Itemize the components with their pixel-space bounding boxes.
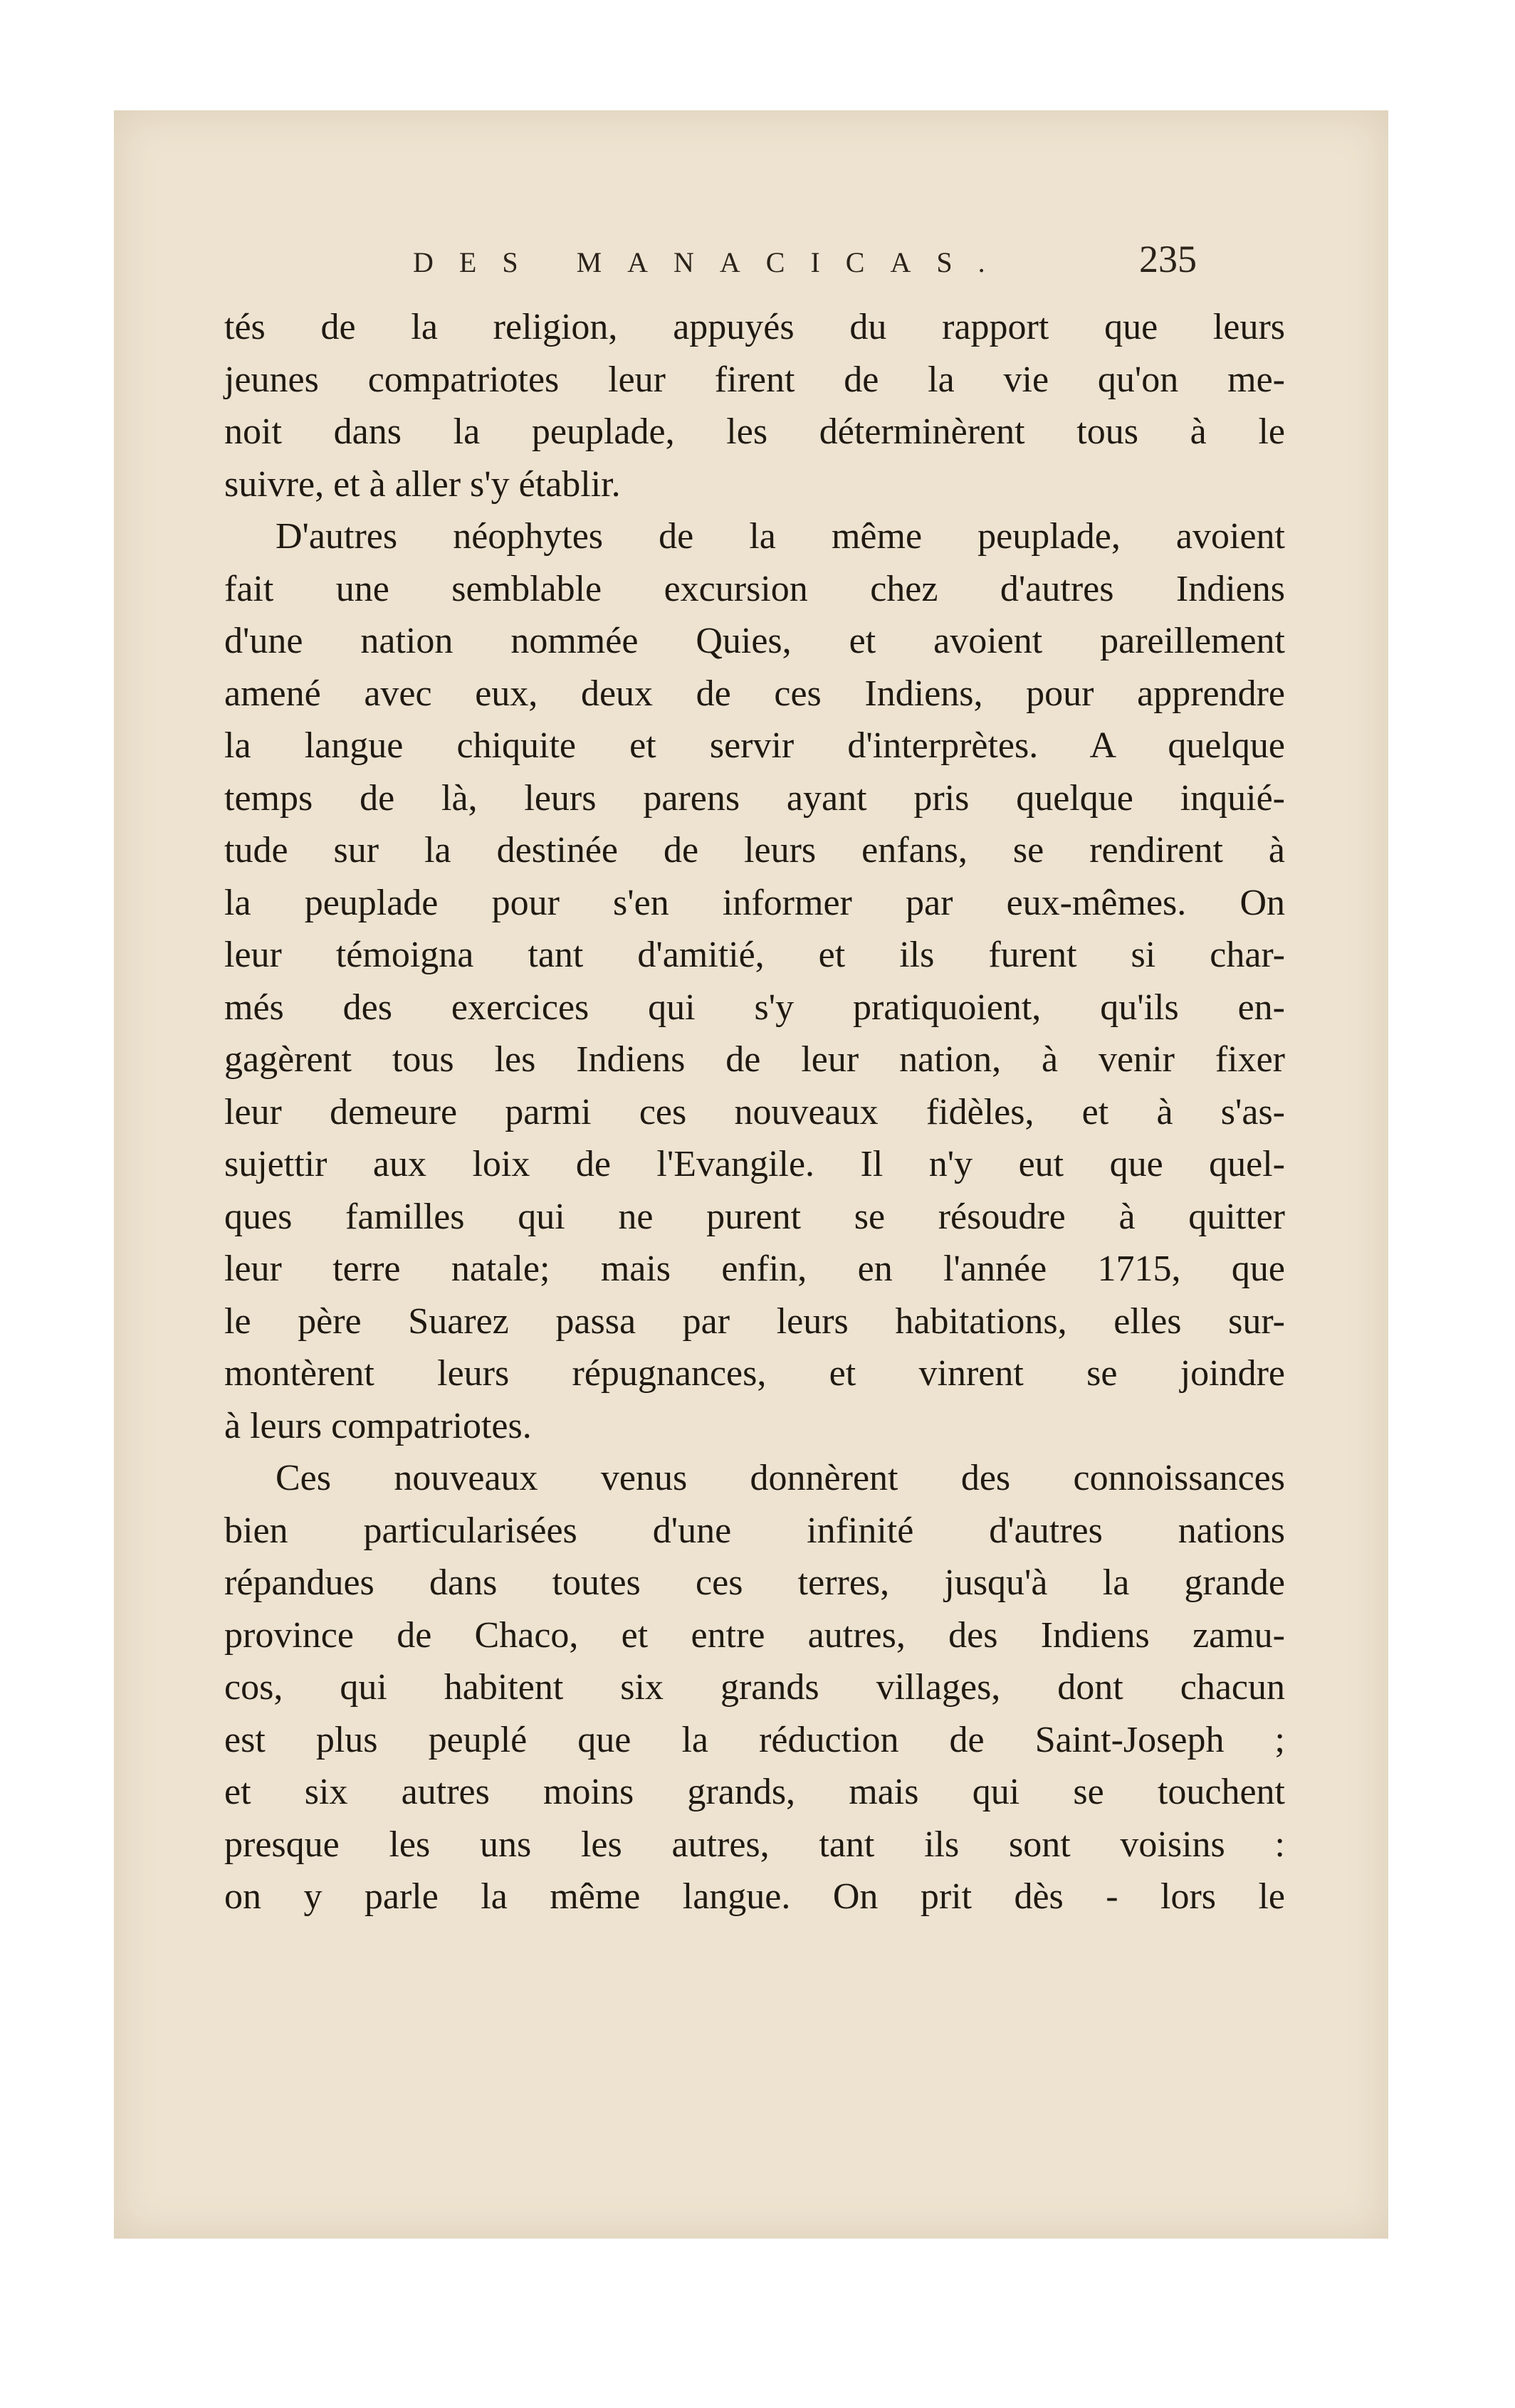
text-line: tude sur la destinée de leurs enfans, se rendirent à: [224, 830, 1285, 871]
text-line: est plus peuplé que la réduction de Saint-Joseph ;: [224, 1719, 1285, 1760]
text-line: temps de là, leurs parens ayant pris quelque inquié-: [224, 777, 1285, 819]
text-line: leur demeure parmi ces nouveaux fidèles, et à s'as-: [224, 1091, 1285, 1132]
text-line: gagèrent tous les Indiens de leur nation, à venir fixer: [224, 1039, 1285, 1080]
text-line: més des exercices qui s'y pratiquoient, qu'ils en-: [224, 987, 1285, 1028]
text-line: on y parle la même langue. On prit dès - lors le: [224, 1876, 1285, 1917]
body-text: [224, 301, 1285, 1923]
book-page: [114, 110, 1388, 2239]
text-line: ques familles qui ne purent se résoudre à quitter: [224, 1196, 1285, 1237]
page-number: 235: [1139, 238, 1197, 280]
text-line: sujettir aux loix de l'Evangile. Il n'y eut que quel-: [224, 1144, 1285, 1184]
text-line: presque les uns les autres, tant ils sont voisins :: [224, 1824, 1285, 1865]
text-line: tés de la religion, appuyés du rapport que leurs: [224, 307, 1285, 347]
text-line: jeunes compatriotes leur firent de la vie qu'on me-: [224, 359, 1285, 400]
text-line: d'une nation nommée Quies, et avoient pareillement: [224, 621, 1285, 661]
text-line: D'autres néophytes de la même peuplade, avoient: [276, 516, 1285, 557]
text-line: et six autres moins grands, mais qui se touchent: [224, 1772, 1285, 1812]
text-line: amené avec eux, deux de ces Indiens, pour apprendre: [224, 673, 1285, 714]
text-line: cos, qui habitent six grands villages, dont chacun: [224, 1667, 1285, 1708]
text-line: suivre, et à aller s'y établir.: [224, 463, 621, 505]
text-line: à leurs compatriotes.: [224, 1405, 532, 1446]
text-line: Ces nouveaux venus donnèrent des connoissances: [276, 1458, 1285, 1498]
text-line: bien particularisées d'une infinité d'autres nations: [224, 1510, 1285, 1551]
text-line: la peuplade pour s'en informer par eux-mêmes. On: [224, 882, 1285, 923]
text-line: montèrent leurs répugnances, et vinrent se joindre: [224, 1353, 1285, 1394]
text-line: leur témoigna tant d'amitié, et ils furent si char-: [224, 935, 1285, 975]
text-line: la langue chiquite et servir d'interprètes. A quelque: [224, 725, 1285, 766]
text-line: répandues dans toutes ces terres, jusqu'à la grande: [224, 1562, 1285, 1603]
text-line: leur terre natale; mais enfin, en l'année 1715, que: [224, 1248, 1285, 1289]
text-line: noit dans la peuplade, les déterminèrent tous à le: [224, 411, 1285, 452]
text-line: fait une semblable excursion chez d'autres Indiens: [224, 568, 1285, 609]
text-line: le père Suarez passa par leurs habitations, elles sur-: [224, 1300, 1285, 1342]
running-head-title: DES MANACICAS.: [413, 246, 1011, 278]
text-line: province de Chaco, et entre autres, des Indiens zamu-: [224, 1614, 1285, 1656]
